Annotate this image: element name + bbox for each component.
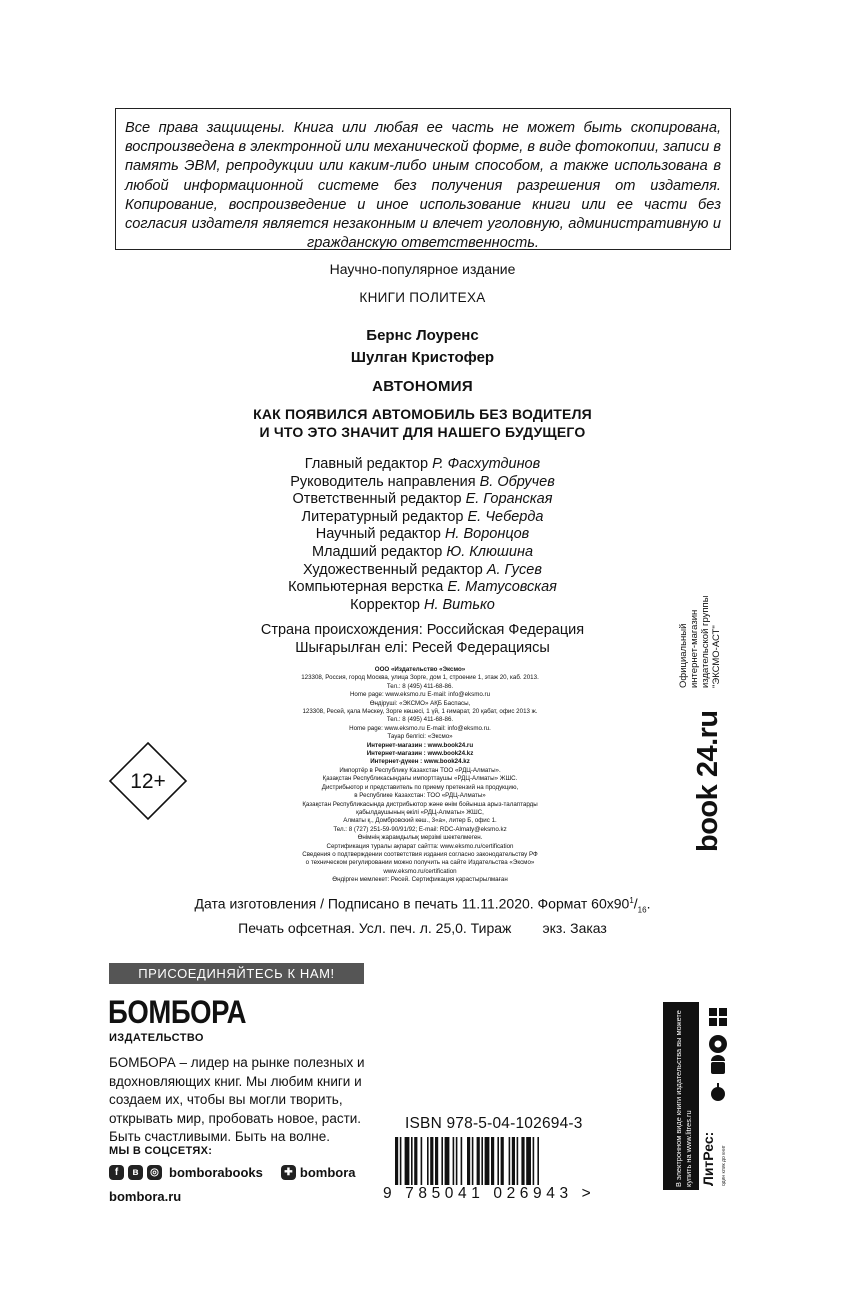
barcode-bar <box>411 1137 413 1185</box>
imprint-line: Өндірген мемлекет: Ресей. Сертификация қарастырылмаған <box>332 876 508 884</box>
os-icons <box>705 1006 731 1106</box>
barcode-bar <box>509 1137 511 1185</box>
apple-icon <box>711 1083 725 1101</box>
credit-line: Корректор Н. Витько <box>350 596 495 613</box>
imprint-line: www.eksmo.ru/certification <box>383 867 457 875</box>
barcode-bar <box>461 1137 463 1185</box>
litres-tagline: один клик до книг <box>721 1145 727 1186</box>
publisher-logo: БОМБОРА <box>108 994 247 1030</box>
imprint-line: Қазақстан Республикасындағы импорттаушы «РДЦ-Алматы» ЖШС. <box>322 775 518 783</box>
barcode-bar <box>481 1137 483 1185</box>
litres-text-1: В электронном виде книги издательства вы можете <box>674 1010 683 1187</box>
credit-line: Руководитель направления В. Обручев <box>290 473 555 490</box>
country-ru: Страна происхождения: Российская Федерация <box>260 622 585 638</box>
author-2: Шулган Кристофер <box>350 349 495 366</box>
barcode-bar <box>421 1137 423 1185</box>
imprint-line: Интернет-магазин : www.book24.ru <box>366 741 474 749</box>
windows-icon <box>709 1008 727 1026</box>
barcode-bar <box>526 1137 531 1185</box>
imprint-line: Қазақстан Республикасында дистрибьютор және өнім бойынша арыз-талаптарды <box>302 800 538 808</box>
barcode-bar <box>435 1137 438 1185</box>
country-kz: Шығарылған елі: Ресей Федерациясы <box>295 639 550 656</box>
imprint-line: Тел.: 8 (727) 251-59-90/91/92; E-mail: RDC-Almaty@eksmo.kz <box>333 825 507 833</box>
instagram-icon[interactable]: ◎ <box>147 1165 162 1180</box>
barcode-bar <box>453 1137 455 1185</box>
credit-line: Главный редактор Р. Фасхутдинов <box>304 456 541 472</box>
imprint-line: Тауар белгісі: «Эксмо» <box>387 733 453 741</box>
imprint-line: Тел.: 8 (495) 411-68-86. <box>386 682 454 690</box>
barcode-bar <box>472 1137 474 1185</box>
publisher-about: БОМБОРА – лидер на рынке полезных и вдохновляющих книг. Мы любим книги и создаем их, чтобы вы могли творить, открывать мир, пробовать новое, расти. Быть счастливыми. Быть на волне. <box>109 1055 365 1145</box>
copyright-notice-box <box>115 108 731 250</box>
credit-line: Художественный редактор А. Гусев <box>303 561 542 578</box>
barcode-digits: 9 785041 026943 > <box>383 1185 596 1202</box>
publisher-subtitle: ИЗДАТЕЛЬСТВО <box>109 1032 204 1044</box>
join-banner: ПРИСОЕДИНЯЙТЕСЬ К НАМ! <box>109 963 364 984</box>
shop-caption: Официальный интернет-магазин издательской группы "ЭКСМО-АСТ" <box>678 595 722 688</box>
android-icon <box>711 1055 725 1074</box>
barcode-bar <box>477 1137 480 1185</box>
imprint-line: Дистрибьютор и представитель по приему претензий на продукцию, <box>321 783 519 791</box>
barcode-bar <box>497 1137 499 1185</box>
imprint-line: Алматы қ., Домбровский көш., 3«а», литер Б, офис 1. <box>343 817 497 825</box>
print-data-line-1: Дата изготовления / Подписано в печать 11.11.2020. Формат $60x90^1/_{16}$. <box>194 895 651 915</box>
imprint-line: о техническом регулировании можно получить на сайте Издательства «Эксмо» <box>305 859 535 867</box>
barcode-bar <box>430 1137 433 1185</box>
book-subtitle <box>0 405 845 441</box>
copyright-notice-text: Все права защищены. Книга или любая ее часть не может быть скопирована, воспроизведена в электронной или механической форме, в виде фотокопии, записи в память ЭВМ, репродукции или каким-либо иным способом, а также использована в любой информационной системе без получения разрешения от издателя. Копирование, воспроизведение и иное использование книги или ее части без согласия издателя является незаконным и влечет уголовную, административную и гражданскую ответственность. <box>125 120 721 252</box>
vk-icon[interactable]: в <box>128 1165 143 1180</box>
author-1: Бернс Лоуренс <box>366 327 479 344</box>
imprint-line: Сертификация туралы ақпарат сайтта: www.eksmo.ru/certification <box>326 842 514 850</box>
imprint-line: Сведения о подтверждении соответствия издания согласно законодательству РФ <box>302 850 538 858</box>
credit-line: Литературный редактор Е. Чеберда <box>301 508 544 525</box>
credit-line: Младший редактор Ю. Клюшина <box>311 543 534 560</box>
series-label: КНИГИ ПОЛИТЕХА <box>359 290 486 305</box>
barcode-bar <box>467 1137 470 1185</box>
facebook-icon[interactable]: f <box>109 1165 124 1180</box>
imprint-line: Өнімнің жарамдылық мерзімі шектелмеген. <box>357 834 483 842</box>
genre-label: Научно-популярное издание <box>329 261 516 277</box>
imprint-line: Интернет-дүкен : www.book24.kz <box>370 758 470 766</box>
subtitle-line-2: И ЧТО ЭТО ЗНАЧИТ ДЛЯ НАШЕГО БУДУЩЕГО <box>259 424 586 440</box>
barcode-bar <box>405 1137 410 1185</box>
social-links <box>109 1165 356 1180</box>
barcode-bar <box>512 1137 515 1185</box>
chrome-icon <box>709 1035 727 1053</box>
litres-logo: ЛитРес: <box>700 1131 716 1186</box>
imprint-line: Өндіруші: «ЭКСМО» АҚБ Баспасы, <box>369 699 471 707</box>
barcode-bar <box>533 1137 535 1185</box>
barcode-bar <box>537 1137 539 1185</box>
imprint-line: қабылдаушының өкілі «РДЦ-Алматы» ЖШС, <box>356 808 484 816</box>
barcode-bar <box>445 1137 450 1185</box>
imprint-line: 123308, Россия, город Москва, улица Зорге, дом 1, строение 1, этаж 20, каб. 2013. <box>301 674 539 682</box>
imprint-line: Home page: www.eksmo.ru E-mail: info@eksmo.ru <box>349 691 491 699</box>
imprint-line: ООО «Издательство «Эксмо» <box>374 666 466 673</box>
barcode-bar <box>414 1137 417 1185</box>
barcode-bar <box>485 1137 490 1185</box>
age-rating-badge <box>108 741 188 821</box>
imprint-line: Тел.: 8 (495) 411-68-86. <box>386 716 454 724</box>
barcode-bar <box>501 1137 504 1185</box>
social-title: МЫ В СОЦСЕТЯХ: <box>109 1145 213 1157</box>
print-data-line-2: Печать офсетная. Усл. печ. л. 25,0. Тираж экз. Заказ <box>238 920 607 937</box>
age-rating-text: 12+ <box>130 770 166 793</box>
imprint-line: 123308, Ресей, қала Мәскеу, Зорге көшесі, 1 үй, 1 ғимарат, 20 қабат, офис 2013 ж. <box>302 708 538 716</box>
print-data <box>0 891 845 938</box>
barcode-bar <box>521 1137 524 1185</box>
publisher-site[interactable]: bombora.ru <box>109 1189 182 1204</box>
litres-text-2[interactable]: купить на www.litres.ru <box>684 1110 693 1187</box>
imprint-line: Интернет-магазин : www.book24.kz <box>366 750 474 758</box>
isbn: ISBN 978-5-04-102694-3 <box>405 1115 583 1132</box>
barcode-bar <box>441 1137 443 1185</box>
barcode-bar <box>491 1137 494 1185</box>
subtitle-line-1: КАК ПОЯВИЛСЯ АВТОМОБИЛЬ БЕЗ ВОДИТЕЛЯ <box>253 406 592 422</box>
credits-list <box>0 456 845 614</box>
barcode-bar <box>517 1137 519 1185</box>
social-handle-bomborabooks[interactable]: bomborabooks <box>169 1165 263 1180</box>
imprint-line: в Республике Казахстан: ТОО «РДЦ-Алматы» <box>354 792 486 800</box>
plus-icon[interactable]: ✚ <box>281 1165 296 1180</box>
imprint-block <box>270 666 570 885</box>
barcode-bar <box>456 1137 458 1185</box>
barcode-bar <box>395 1137 398 1185</box>
imprint-line: Home page: www.eksmo.ru E-mail: info@eksmo.ru. <box>349 724 491 732</box>
credit-line: Компьютерная верстка Е. Матусовская <box>288 579 557 596</box>
authors <box>0 325 845 369</box>
barcode-bar <box>427 1137 429 1185</box>
credit-line: Научный редактор Н. Воронцов <box>315 526 530 543</box>
credit-line: Ответственный редактор Е. Горанская <box>292 491 553 508</box>
barcode-bar <box>400 1137 402 1185</box>
book-title: АВТОНОМИЯ <box>372 378 473 395</box>
imprint-line: Импортёр в Республику Казахстан ТОО «РДЦ-Алматы». <box>339 766 501 774</box>
social-handle-bombora[interactable]: bombora <box>299 1165 356 1180</box>
book24-logo: book 24.ru <box>692 710 724 852</box>
